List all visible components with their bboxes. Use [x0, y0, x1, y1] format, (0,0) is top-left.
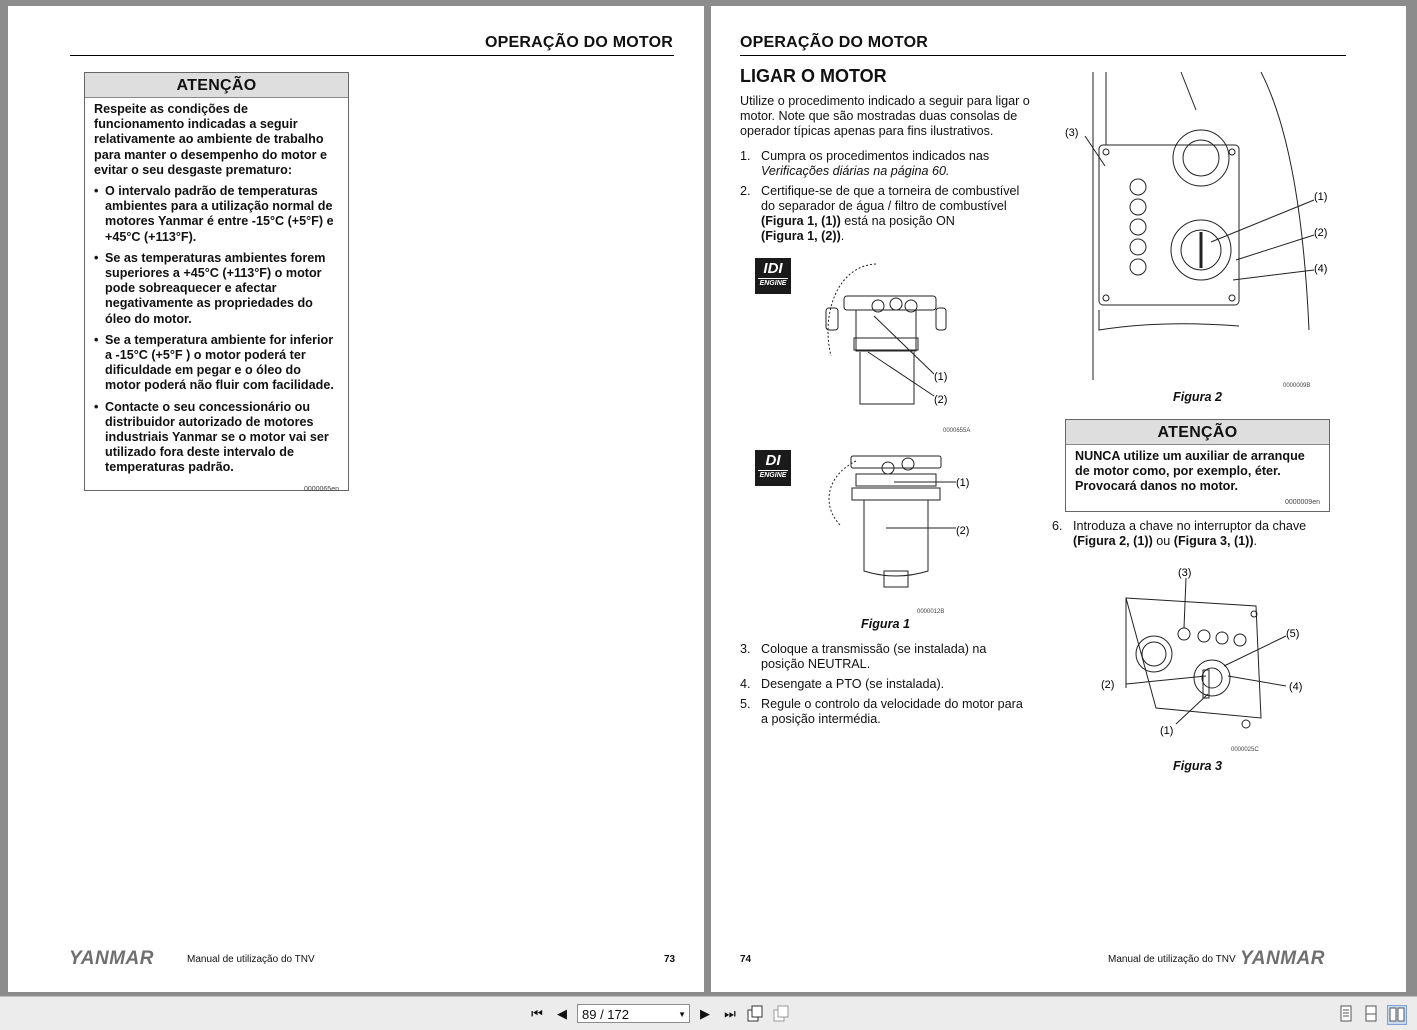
fig3-label-4: (4)	[1289, 681, 1303, 693]
figure-3-caption: Figura 3	[1173, 759, 1222, 773]
fuel-filter-di-diagram	[816, 446, 976, 616]
fig3-code: 0000025C	[1231, 747, 1259, 753]
fig3-label-3: (3)	[1178, 567, 1192, 579]
attention-code: 0000065en	[303, 485, 339, 493]
attention-bullet: • O intervalo padrão de temperaturas ambientes para a utilização normal de motores Yanmar é entre -15°C (+5°F) e +45°C (+113°F).	[94, 184, 339, 245]
di-engine-badge: DI ENGINE	[755, 450, 791, 486]
last-page-icon[interactable]: ⏭	[724, 1006, 736, 1021]
intro-paragraph: Utilize o procedimento indicado a seguir para ligar o motor. Note que são mostradas duas consolas de operador típicas apenas para fins ilustrativos.	[740, 94, 1030, 138]
attention-box	[84, 72, 349, 491]
fig2-label-4: (4)	[1314, 263, 1328, 275]
attention-intro: Respeite as condições de funcionamento indicadas a seguir relativamente ao ambiente de trabalho para manter o desempenho do motor e evitar o seu desgaste prematuro:	[94, 102, 328, 177]
page-number: 74	[740, 954, 752, 965]
chevron-down-icon: ▼	[678, 1010, 686, 1019]
idi-engine-badge: IDI ENGINE	[755, 258, 791, 294]
fuel-filter-idi-diagram	[816, 256, 976, 436]
single-page-view-icon[interactable]	[1337, 1005, 1355, 1023]
page-74: OPERAÇÃO DO MOTOR LIGAR O MOTOR Utilize o procedimento indicado a seguir para ligar o motor. Note que são mostradas duas consolas de operador típicas apenas para fins ilustrativos. 1. Cumpra os procedimentos indicados nas Verificações diárias na página 60. 2. Certifique-se de que a torneira de combustível do separador de água / filtro de combustível (Figura 1, (1)) está na posição ON (Figura 1, (2)). IDI ENGINE DI ENGINE (1) (2) 0000655A (1) (2) 0000012B Figura 1 3. Coloque a transmissão (se instalada) na posição NEUTRAL. 4. Desengate a PTO (se instalada). 5. Regule o controlo da velocidade do motor para a posição intermédia. (3) (1) (2) (4) 0000009B Figura 2 ATENÇÃO NUNCA utilize um auxiliar de arranque de motor como, por exemplo, éter. Provocará danos no motor. 0000009en 6. Introduza a chave no interruptor da chave (Figura 2, (1)) ou (Figura 3, (1)). (3) (5) (4) (2) (1) 0000025C Figura 3 74 Manual de utilização do TNV YANMAR	[711, 6, 1406, 992]
fig1-label-2-di: (2)	[956, 525, 970, 537]
attention-title: ATENÇÃO	[1066, 420, 1329, 445]
page-number: 73	[664, 954, 676, 965]
fig3-label-1: (1)	[1160, 725, 1174, 737]
attention-title: ATENÇÃO	[85, 73, 348, 98]
page-73	[8, 6, 704, 992]
figure-1-caption: Figura 1	[861, 617, 910, 631]
yanmar-logo: YANMAR	[69, 948, 154, 969]
header-rule	[740, 55, 1346, 56]
page-select[interactable]: 89 / 172 ▼	[577, 1004, 690, 1023]
fig2-label-3: (3)	[1065, 127, 1079, 139]
fig3-label-2: (2)	[1101, 679, 1115, 691]
fig1-code-a: 0000655A	[943, 428, 971, 434]
attention-box-2	[1065, 419, 1330, 512]
next-page-icon[interactable]: ▶	[700, 1006, 710, 1021]
manual-title: Manual de utilização do TNV	[187, 954, 315, 965]
attention-bullet: • Se a temperatura ambiente for inferior a -15°C (+5°F ) o motor poderá ter dificuldade em pegar e o óleo do motor poderá não fluir com facilidade.	[94, 333, 339, 394]
continuous-view-icon[interactable]	[746, 1005, 764, 1023]
attention-bullet: • Se as temperaturas ambientes forem superiores a +45°C (+113°F) o motor pode sobreaquecer e afectar negativamente as propriedades do óleo do motor.	[94, 251, 339, 327]
figure-2-caption: Figura 2	[1173, 390, 1222, 404]
dashboard-key-switch-diagram	[1096, 558, 1311, 753]
fig2-code: 0000009B	[1283, 383, 1311, 389]
page-header: OPERAÇÃO DO MOTOR	[740, 34, 929, 51]
attention-body	[85, 98, 348, 499]
attention-code: 0000009en	[1284, 498, 1320, 506]
fig2-label-2: (2)	[1314, 227, 1328, 239]
viewer-toolbar	[0, 996, 1417, 1030]
fig2-label-1: (1)	[1314, 191, 1328, 203]
facing-view-icon[interactable]	[772, 1005, 790, 1023]
fig3-label-5: (5)	[1286, 628, 1300, 640]
page-header: OPERAÇÃO DO MOTOR	[484, 34, 673, 51]
two-page-view-icon[interactable]	[1387, 1005, 1407, 1025]
fig1-code-b: 0000012B	[917, 609, 945, 615]
scroll-view-icon[interactable]	[1362, 1005, 1380, 1023]
yanmar-logo: YANMAR	[1240, 948, 1325, 969]
control-panel-diagram	[1061, 70, 1331, 390]
attention-body	[1066, 445, 1329, 512]
fig1-label-1: (1)	[934, 371, 948, 383]
attention-list	[94, 184, 339, 476]
attention-text: NUNCA utilize um auxiliar de arranque de motor como, por exemplo, éter. Provocará danos no motor.	[1075, 449, 1305, 494]
fig1-label-2: (2)	[934, 394, 948, 406]
header-rule	[70, 55, 674, 56]
section-title: LIGAR O MOTOR	[740, 66, 887, 86]
attention-bullet: • Contacte o seu concessionário ou distribuidor autorizado de motores industriais Yanmar se o motor vai ser utilizado fora deste intervalo de temperaturas padrão.	[94, 400, 339, 476]
previous-page-icon[interactable]: ◀	[557, 1006, 567, 1021]
first-page-icon[interactable]: ⏮	[531, 1006, 543, 1021]
fig1-label-1-di: (1)	[956, 477, 970, 489]
manual-title: Manual de utilização do TNV	[1108, 954, 1236, 965]
